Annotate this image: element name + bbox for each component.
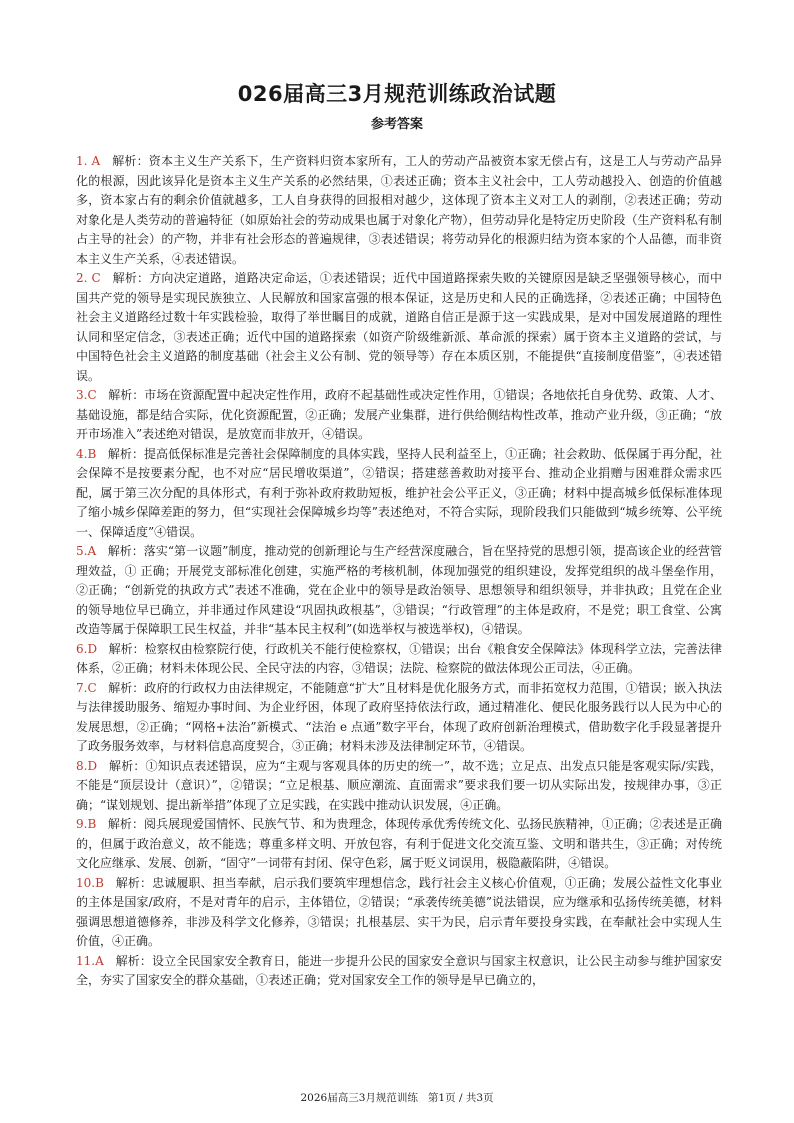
answer-key: 2. C [76,271,101,285]
answer-list [76,152,722,991]
answer-explanation: 解析：提高低保标准是完善社会保障制度的具体实践，坚持人民利益至上，①正确；社会救助、低保属于再分配，社会保障不是按要素分配，也不对应“居民增收渠道”，②错误；搭建慈善救助对接平台、推动企业捐赠与困难群众需求匹配，属于第三次分配的具体形式，有利于弥补政府救助短板，维护社会公平正义，③正确；材料中提高城乡低保标准体现了缩小城乡保障差距的努力，但“实现社会保障城乡均等”表述绝对，不符合实际，现阶段我们只能做到“城乡统筹、公平统一、保障适度”④错误。 [76,446,722,539]
answer-explanation: 解析：政府的行政权力由法律规定，不能随意“扩大”且材料是优化服务方式，而非拓宽权力范围，①错误；嵌入执法与法律援助服务、缩短办事时间、为企业纾困，体现了政府坚持依法行政，通过精准化、便民化服务践行以人民为中心的发展思想，②正确；“网格+法治”新模式、“法治 e 点通”数字平台，体现了政府创新治理模式，借助数字化手段显著提升了政务服务效率，与材料信息高度契合，③正确；材料未涉及法律制定环节，④错误。 [76,680,722,753]
page-subtitle: 参考答案 [370,117,423,132]
answer-item-8 [76,757,722,816]
answer-item-7 [76,679,722,757]
page-footer [0,1090,794,1105]
answer-explanation: 解析：忠诚履职、担当奉献，启示我们要筑牢理想信念，践行社会主义核心价值观，①正确；发展公益性文化事业的主体是国家/政府，不是对青年的启示，主体错位，②错误；“承袭传统美德”说法错误，应为继承和弘扬传统美德，材料强调思想道德修养，非涉及科学文化修养，③错误；扎根基层、实干为民，启示青年要投身实践，在奉献社会中实现人生价值，④正确。 [76,875,722,948]
page-title: 026届高三3月规范训练政治试题 [237,82,557,106]
answer-explanation: 解析：落实“第一议题”制度，推动党的创新理论与生产经营深度融合，旨在坚持党的思想引领，提高该企业的经营管理效益，① 正确；开展党支部标准化创建，实施严格的考核机制，体现加强党的组织建设，发挥党组织的战斗堡垒作用，②正确；“创新党的执政方式”表述不准确，党在企业中的领导是政治领导、思想领导和组织领导，并非执政；且党在企业的领导地位早已确立，并非通过作风建设“巩固执政根基”，③错误；“行政管理”的主体是政府，不是党；职工食堂、公寓改造等属于保障职工民生权益，并非“基本民主权利”(如选举权与被选举权)，④错误。 [76,544,722,636]
answer-key: 11.A [76,953,104,968]
answer-key: 6.D [76,641,98,656]
answer-explanation: 解析：设立全民国家安全教育日，能进一步提升公民的国家安全意识与国家主权意识，让公民主动参与维护国家安全，夯实了国家安全的群众基础，①表述正确；党对国家安全工作的领导是早已确立的， [76,953,722,987]
answer-explanation: 解析：资本主义生产关系下，生产资料归资本家所有，工人的劳动产品被资本家无偿占有，这是工人与劳动产品异化的根源，因此该异化是资本主义生产关系的必然结果，①表述正确；资本主义社会中，工人劳动越投入、创造的价值越多，资本家占有的剩余价值就越多，工人自身获得的回报相对越少，这体现了资本主义对工人的剥削，②表述正确；劳动对象化是人类劳动的普遍特征（如原始社会的劳动成果也属于对象化产物），但劳动异化是特定历史阶段（生产资料私有制占主导的社会）的产物，并非有社会形态的普遍规律，③表述错误；将劳动异化的根源归结为资本家的个人品德，而非资本主义生产关系，④表述错误。 [76,154,722,266]
answer-key: 7.C [76,680,97,695]
answer-explanation: 解析：①知识点表述错误，应为“主观与客观具体的历史的统一”，故不选；立足点、出发点只能是客观实际/实践，不能是“顶层设计（意识）”，②错误；“立足根基、顺应潮流、直面需求”要求我们要一切从实际出发，按规律办事，③正确；“谋划规划、提出新举措”体现了立足实践，在实践中推动认识发展，④正确。 [76,758,722,812]
answer-key: 3.C [76,388,97,402]
answer-explanation: 解析：市场在资源配置中起决定性作用，政府不起基础性或决定性作用，①错误；各地依托自身优势、政策、人才、基础设施，都是结合实际，优化资源配置，②正确；发展产业集群，进行供给侧结构性改革，推动产业升级，③正确；“放开市场准入”表述绝对错误，是放宽而非放开，④错误。 [76,388,722,441]
answer-item-5 [76,542,722,640]
answer-item-10 [76,874,722,952]
answer-item-4 [76,445,722,543]
answer-item-6 [76,640,722,679]
answer-item-3 [76,386,722,445]
answer-key: 9.B [76,817,97,831]
answer-key: 1. A [76,154,101,168]
answer-explanation: 解析：检察权由检察院行使，行政机关不能行使检察权，①错误；出台《粮食安全保障法》体现科学立法，完善法律体系，②正确；材料未体现公民、全民守法的内容，③错误；法院、检察院的做法体现公正司法，④正确。 [76,641,722,675]
answer-key: 8.D [76,758,98,773]
answer-item-2 [76,269,722,386]
answer-explanation: 解析：阅兵展现爱国情怀、民族气节、和为贵理念，体现传承优秀传统文化、弘扬民族精神，①正确；②表述是正确的，但属于政治意义，故不能选；尊重多样文明、开放包容，有利于促进文化交流互鉴、文明和谐共生，③正确；对传统文化应继承、发展、创新，“固守”一词带有封闭、保守色彩，属于贬义词误用，极隐蔽陷阱，④错误。 [76,817,722,870]
answer-explanation: 解析：方向决定道路，道路决定命运，①表述错误；近代中国道路探索失败的关键原因是缺乏坚强领导核心，而中国共产党的领导是实现民族独立、人民解放和国家富强的根本保证，这是历史和人民的正确选择，②表述正确；中国特色社会主义道路经过数十年实践检验，取得了举世瞩目的成就，道路自信正是源于这一实践成果，是对中国发展道路的理性认同和坚定信念，③表述正确；近代中国的道路探索（如资产阶级维新派、革命派的探索）属于资本主义道路的尝试，与中国特色社会主义道路的制度基础（社会主义公有制、党的领导等）存在本质区别，不能提供“直接制度借鉴”，④表述错误。 [76,271,722,383]
answer-key: 4.B [76,446,97,461]
footer-exam-name: 2026届高三3月规范训练 [300,1092,418,1104]
answer-item-9 [76,815,722,874]
answer-item-1 [76,152,722,269]
answer-key: 5.A [76,544,97,558]
footer-page-number: 第1页 / 共3页 [427,1092,494,1104]
answer-item-11 [76,952,722,991]
answer-key: 10.B [76,875,104,890]
